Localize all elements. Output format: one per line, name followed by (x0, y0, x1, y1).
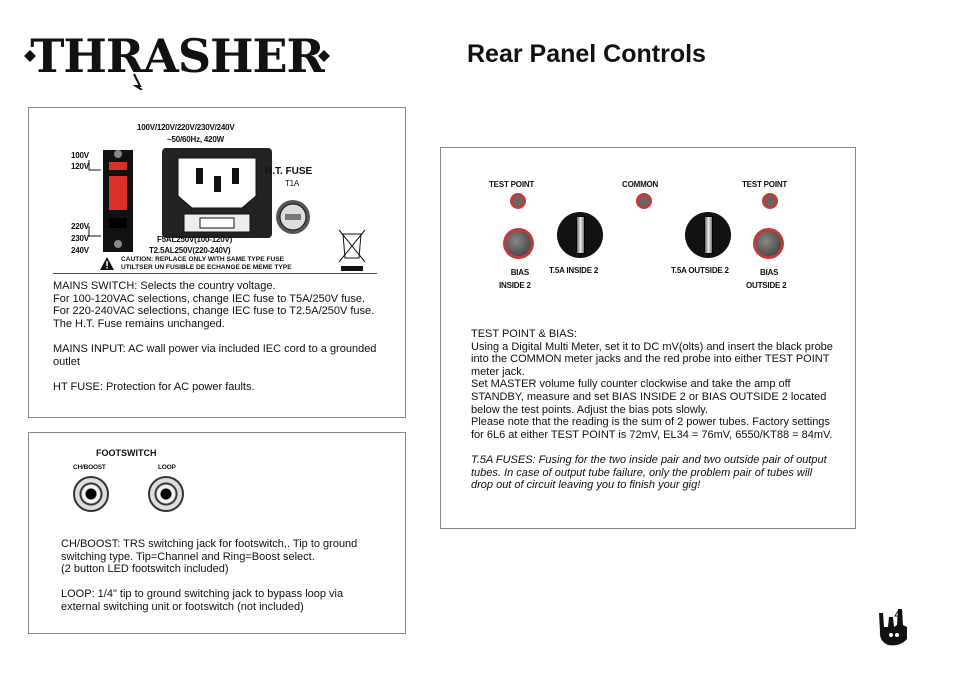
bias-panel-box (440, 147, 856, 529)
footswitch-description (61, 538, 401, 614)
bias-outside-pot[interactable] (753, 228, 784, 259)
bias-inside-label: BIAS INSIDE 2 (499, 268, 531, 290)
power-rating: ~50/60Hz, 420W (167, 135, 225, 144)
thrasher-logo (22, 24, 332, 90)
mains-voltage-selector[interactable] (69, 146, 133, 256)
fuse-outside-holder[interactable] (685, 212, 731, 258)
test-point-right-label: TEST POINT (742, 180, 788, 189)
switch-label-240v: 240V (71, 246, 89, 255)
mains-input-socket[interactable] (162, 148, 272, 238)
ch-boost-paragraph: CH/BOOST: TRS switching jack for footswitch,. Tip to ground switching type. Tip=Channel and Ring=Boost select. (2 button LED footswitch included) (61, 538, 358, 576)
ht-fuse-paragraph: HT FUSE: Protection for AC power faults. (53, 380, 255, 393)
caution-divider (53, 273, 377, 274)
loop-jack[interactable] (148, 476, 184, 512)
fuse-outside-label: T.5A OUTSIDE 2 (671, 266, 729, 275)
mains-input-paragraph: MAINS INPUT: AC wall power via included IEC cord to a grounded outlet (53, 342, 377, 368)
fuse-rating-line2: T2.5AL250V(220-240V) (149, 246, 231, 255)
bias-heading: TEST POINT & BIAS: (471, 328, 577, 340)
bias-instructions: Using a Digital Multi Meter, set it to DC mV(olts) and insert the black probe into the COMMON meter jacks and the red probe into either TEST POINT meter jack. Set MASTER volume fully counter clockwise and take the amp off STANDBY, measure and set BIAS INSIDE 2 or BIAS OUTSIDE 2 located below the test points. Adjust the bias pots slowly. Please note that the reading is the sum of 2 power tubes. Factory settings for 6L6 at either TEST POINT is 72mV, EL34 = 76mV, 6550/KT88 = 84mV. (471, 340, 833, 441)
ht-fuse-value: T1A (285, 179, 300, 188)
fuse-rating-line1: F5AL250V(100-120V) (157, 235, 233, 244)
fuse-inside-label: T.5A INSIDE 2 (549, 266, 599, 275)
fuse-inside-holder[interactable] (557, 212, 603, 258)
switch-label-100v: 100V (71, 151, 89, 160)
ht-fuse-label: H.T. FUSE (265, 166, 313, 177)
bias-description (471, 328, 851, 492)
common-jack[interactable] (636, 193, 652, 209)
ht-fuse-holder[interactable] (275, 199, 311, 235)
warning-icon (99, 256, 115, 271)
ch-boost-label: CH/BOOST (73, 464, 106, 471)
page-number: 4 (894, 608, 904, 623)
common-label: COMMON (622, 180, 659, 189)
svg-text:THRASHER: THRASHER (30, 29, 324, 83)
test-point-left-label: TEST POINT (489, 180, 535, 189)
mains-switch-paragraph: MAINS SWITCH: Selects the country voltage. For 100-120VAC selections, change IEC fuse to T5A/250V fuse. For 220-240VAC selections, change IEC fuse to T2.5A/250V fuse. The H.T. Fuse remains unchanged. (53, 280, 375, 330)
ch-boost-jack[interactable] (73, 476, 109, 512)
mains-description (53, 280, 397, 393)
caution-text: CAUTION: REPLACE ONLY WITH SAME TYPE FUSE UTILTSER UN FUSIBLE DE ECHANGE DE MEME TYPE (121, 256, 292, 271)
voltage-header: 100V/120V/220V/230V/240V (137, 123, 235, 132)
loop-label: LOOP (158, 464, 176, 471)
bias-inside-pot[interactable] (503, 228, 534, 259)
footswitch-title: FOOTSWITCH (96, 448, 157, 458)
test-point-right-jack[interactable] (762, 193, 778, 209)
switch-label-230v: 230V (71, 234, 89, 243)
switch-label-220v: 220V (71, 222, 89, 231)
switch-label-120v: 120V (71, 162, 89, 171)
mains-panel-box (28, 107, 406, 418)
loop-paragraph: LOOP: 1/4" tip to ground switching jack to bypass loop via external switching unit or footswitch (not included) (61, 588, 344, 613)
rock-hand-icon (876, 603, 910, 647)
test-point-left-jack[interactable] (510, 193, 526, 209)
footswitch-panel-box (28, 432, 406, 634)
page-title: Rear Panel Controls (467, 40, 706, 68)
weee-bin-icon (337, 228, 367, 272)
fuse-note: T.5A FUSES: Fusing for the two inside pair and two outside pair of output tubes. In case of output tube failure, only the problem pair of tubes will drop out of circuit leaving you to finish your gig! (471, 453, 827, 492)
bias-outside-label: BIAS OUTSIDE 2 (746, 268, 787, 290)
